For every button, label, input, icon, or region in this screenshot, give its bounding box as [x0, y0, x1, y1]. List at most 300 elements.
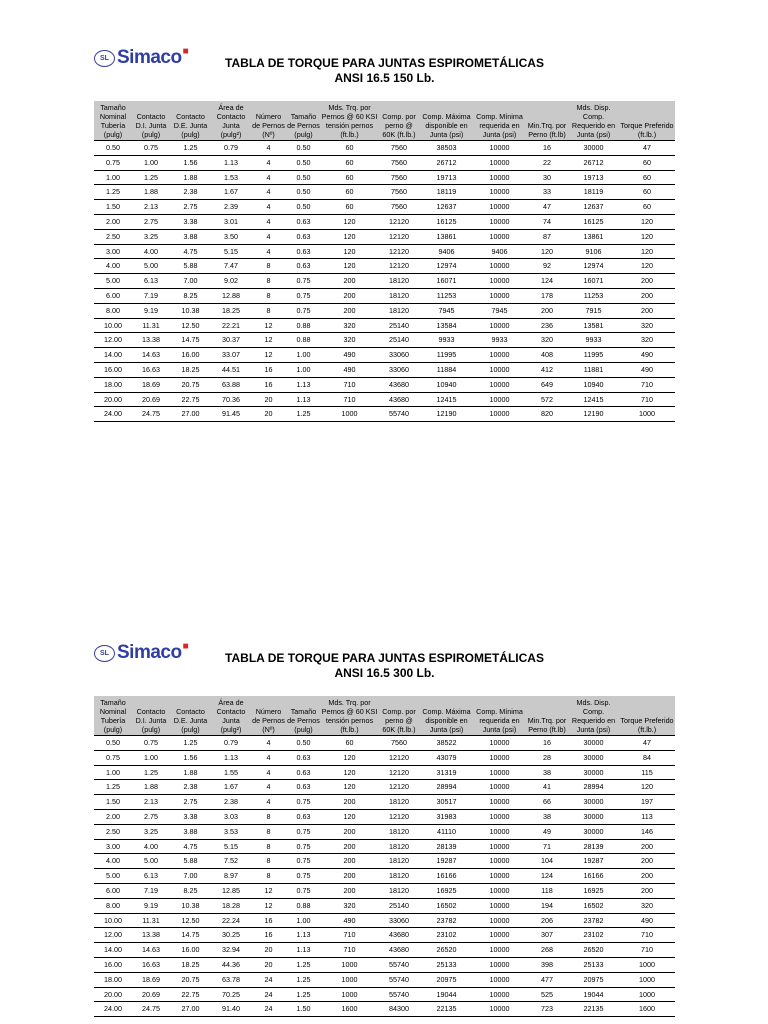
table-cell: 8 [251, 809, 286, 824]
table-cell: 60 [321, 200, 378, 215]
table-cell: 0.63 [286, 765, 321, 780]
table-cell: 1.25 [170, 736, 211, 751]
column-header: Contacto D.I. Junta (pulg) [132, 696, 170, 736]
table-cell: 30000 [568, 809, 619, 824]
table-cell: 200 [619, 288, 675, 303]
table-cell: 60 [619, 155, 675, 170]
table-cell: 1.13 [286, 392, 321, 407]
table-cell: 0.79 [211, 736, 251, 751]
table-cell: 1.67 [211, 780, 251, 795]
table-cell: 30000 [568, 824, 619, 839]
table-cell: 12.00 [94, 928, 132, 943]
table-cell: 490 [321, 362, 378, 377]
table-cell: 0.75 [286, 869, 321, 884]
table-cell: 8 [251, 854, 286, 869]
table-cell: 10000 [473, 883, 526, 898]
table-cell: 320 [321, 333, 378, 348]
table-row [94, 244, 675, 259]
table-cell: 31319 [420, 765, 473, 780]
table-cell: 32.94 [211, 943, 251, 958]
table-cell: 200 [321, 795, 378, 810]
table-cell: 12974 [568, 259, 619, 274]
table-cell: 1000 [619, 957, 675, 972]
table-cell: 10000 [473, 141, 526, 156]
table-cell: 200 [619, 303, 675, 318]
table-cell: 120 [619, 244, 675, 259]
table-cell: 14.63 [132, 943, 170, 958]
table-cell: 1600 [619, 1002, 675, 1017]
table-row [94, 407, 675, 422]
table-row [94, 348, 675, 363]
table-cell: 66 [526, 795, 568, 810]
table-cell: 124 [526, 274, 568, 289]
table-cell: 13861 [420, 229, 473, 244]
table-cell: 43680 [378, 928, 420, 943]
table-cell: 27.00 [170, 407, 211, 422]
table-cell: 33.07 [211, 348, 251, 363]
table-cell: 12120 [378, 229, 420, 244]
table-cell: 20.75 [170, 972, 211, 987]
table-cell: 1.88 [170, 765, 211, 780]
table-cell: 22.21 [211, 318, 251, 333]
table-cell: 10.38 [170, 898, 211, 913]
table-cell: 10000 [473, 407, 526, 422]
table-cell: 2.38 [170, 780, 211, 795]
table-cell: 16.00 [170, 348, 211, 363]
table-cell: 0.50 [286, 200, 321, 215]
table-row [94, 943, 675, 958]
table-cell: 18120 [378, 854, 420, 869]
table-cell: 41110 [420, 824, 473, 839]
table-cell: 55740 [378, 407, 420, 422]
table-cell: 120 [619, 214, 675, 229]
table-cell: 1.67 [211, 185, 251, 200]
table-cell: 10.00 [94, 913, 132, 928]
table-cell: 1.00 [94, 765, 132, 780]
table-row [94, 274, 675, 289]
table-cell: 320 [321, 898, 378, 913]
table-cell: 4 [251, 736, 286, 751]
table-cell: 16071 [420, 274, 473, 289]
table-cell: 4.00 [94, 854, 132, 869]
table-cell: 10000 [473, 348, 526, 363]
table-cell: 8.97 [211, 869, 251, 884]
table-cell: 10000 [473, 972, 526, 987]
table-cell: 10940 [568, 377, 619, 392]
table-cell: 268 [526, 943, 568, 958]
column-header: Tamaño de Pernos (pulg) [286, 101, 321, 141]
table-cell: 1.25 [170, 141, 211, 156]
table-cell: 10.00 [94, 318, 132, 333]
table-cell: 8.25 [170, 288, 211, 303]
table-cell: 1.25 [286, 957, 321, 972]
table-cell: 8.00 [94, 898, 132, 913]
table-cell: 194 [526, 898, 568, 913]
table-cell: 20975 [568, 972, 619, 987]
table-cell: 2.75 [132, 214, 170, 229]
table-cell: 3.88 [170, 824, 211, 839]
table-cell: 120 [321, 780, 378, 795]
table-cell: 8 [251, 259, 286, 274]
table-cell: 27.00 [170, 1002, 211, 1017]
table-cell: 1000 [321, 407, 378, 422]
table-cell: 30000 [568, 750, 619, 765]
table-cell: 43680 [378, 392, 420, 407]
table-cell: 16925 [420, 883, 473, 898]
table-cell: 6.13 [132, 274, 170, 289]
table-cell: 0.50 [286, 141, 321, 156]
table-row [94, 141, 675, 156]
table-cell: 7.47 [211, 259, 251, 274]
table-cell: 1.00 [94, 170, 132, 185]
table-cell: 10000 [473, 987, 526, 1002]
table-cell: 8 [251, 824, 286, 839]
table-cell: 16166 [420, 869, 473, 884]
table-cell: 16125 [568, 214, 619, 229]
table-cell: 9933 [568, 333, 619, 348]
table-cell: 25140 [378, 318, 420, 333]
table-cell: 8.00 [94, 303, 132, 318]
table-cell: 710 [619, 943, 675, 958]
table-cell: 18120 [378, 839, 420, 854]
table-cell: 12190 [420, 407, 473, 422]
column-header: Torque Preferido (ft.lb.) [619, 696, 675, 736]
table-cell: 5.15 [211, 839, 251, 854]
header-row [94, 101, 675, 141]
column-header: Mds. Trq. por Pernos @ 60 KSI tensión pernos (ft.lb.) [321, 698, 378, 734]
table-cell: 18120 [378, 274, 420, 289]
table-cell: 2.50 [94, 229, 132, 244]
table-cell: 25133 [568, 957, 619, 972]
table-cell: 12.50 [170, 913, 211, 928]
table-cell: 71 [526, 839, 568, 854]
table-cell: 490 [619, 913, 675, 928]
table-cell: 2.13 [132, 795, 170, 810]
table-cell: 26712 [568, 155, 619, 170]
table-cell: 4.00 [94, 259, 132, 274]
table-cell: 10000 [473, 824, 526, 839]
table-cell: 18.25 [211, 303, 251, 318]
table-cell: 3.50 [211, 229, 251, 244]
table-cell: 33 [526, 185, 568, 200]
table-cell: 55740 [378, 972, 420, 987]
table-cell: 16.00 [170, 943, 211, 958]
column-header: Número de Pernos (Nº) [251, 101, 286, 141]
table-cell: 41 [526, 780, 568, 795]
table-cell: 8 [251, 274, 286, 289]
table-cell: 16 [526, 736, 568, 751]
table-cell: 84300 [378, 1002, 420, 1017]
table-cell: 1.50 [286, 1002, 321, 1017]
table-title [94, 651, 675, 681]
table-cell: 1.00 [286, 348, 321, 363]
table-cell: 18.28 [211, 898, 251, 913]
title-line-2: ANSI 16.5 300 Lb. [334, 666, 435, 680]
table-cell: 1000 [321, 957, 378, 972]
table-cell: 12974 [420, 259, 473, 274]
table-cell: 13581 [568, 318, 619, 333]
table-cell: 11.31 [132, 913, 170, 928]
table-cell: 30000 [568, 736, 619, 751]
table-cell: 24.75 [132, 1002, 170, 1017]
table-cell: 28994 [420, 780, 473, 795]
table-row [94, 392, 675, 407]
table-cell: 10000 [473, 750, 526, 765]
column-header: Tamaño Nominal Tubería (pulg) [94, 101, 132, 141]
table-cell: 120 [619, 229, 675, 244]
table-cell: 24.75 [132, 407, 170, 422]
table-cell: 6.00 [94, 883, 132, 898]
table-cell: 200 [321, 854, 378, 869]
table-cell: 28139 [420, 839, 473, 854]
column-header: Área de Contacto Junta (pulg²) [211, 696, 251, 736]
table-cell: 10000 [473, 913, 526, 928]
table-cell: 2.39 [211, 200, 251, 215]
table-cell: 4 [251, 155, 286, 170]
table-cell: 2.00 [94, 809, 132, 824]
table-cell: 4 [251, 214, 286, 229]
table-cell: 1000 [619, 972, 675, 987]
table-cell: 4 [251, 200, 286, 215]
table-cell: 3.01 [211, 214, 251, 229]
table-cell: 10.38 [170, 303, 211, 318]
table-cell: 7.19 [132, 288, 170, 303]
column-header: Comp. por perno @ 60K (ft.lb.) [378, 696, 420, 736]
table-cell: 10000 [473, 377, 526, 392]
table-cell: 7560 [378, 736, 420, 751]
table-cell: 13584 [420, 318, 473, 333]
table-row [94, 303, 675, 318]
logo-circle: SL [94, 645, 115, 662]
table-cell: 0.50 [94, 141, 132, 156]
table-cell: 5.88 [170, 854, 211, 869]
table-cell: 320 [526, 333, 568, 348]
table-cell: 5.00 [94, 274, 132, 289]
table-cell: 710 [619, 928, 675, 943]
table-row [94, 288, 675, 303]
table-cell: 25140 [378, 333, 420, 348]
table-cell: 49 [526, 824, 568, 839]
table-row [94, 839, 675, 854]
table-cell: 74 [526, 214, 568, 229]
table-cell: 11253 [420, 288, 473, 303]
table-row [94, 780, 675, 795]
table-cell: 18120 [378, 288, 420, 303]
table-cell: 0.75 [286, 288, 321, 303]
table-cell: 18120 [378, 824, 420, 839]
table-cell: 1000 [619, 987, 675, 1002]
table-row [94, 898, 675, 913]
table-cell: 16.63 [132, 957, 170, 972]
table-cell: 1.53 [211, 170, 251, 185]
table-cell: 12 [251, 333, 286, 348]
table-cell: 60 [619, 185, 675, 200]
table-cell: 4.00 [132, 244, 170, 259]
table-cell: 30000 [568, 795, 619, 810]
column-header: Mds. Disp. Comp. Requerido en Junta (psi) [568, 101, 619, 141]
table-cell: 120 [321, 214, 378, 229]
logo-mark-icon: ■ [182, 45, 189, 57]
table-cell: 320 [619, 318, 675, 333]
table-cell: 10000 [473, 362, 526, 377]
column-header: Min.Trq. por Perno (ft.lb) [526, 101, 568, 141]
table-cell: 1.55 [211, 765, 251, 780]
column-header: Mds. Disp. Comp. Requerido en Junta (psi) [568, 696, 619, 736]
table-cell: 1000 [321, 987, 378, 1002]
table-cell: 120 [321, 259, 378, 274]
table-cell: 3.03 [211, 809, 251, 824]
table-cell: 70.25 [211, 987, 251, 1002]
table-cell: 22 [526, 155, 568, 170]
table-cell: 16.63 [132, 362, 170, 377]
table-cell: 18.25 [170, 957, 211, 972]
table-cell: 1.25 [286, 987, 321, 1002]
logo-circle: SL [94, 50, 115, 67]
table-cell: 5.00 [94, 869, 132, 884]
table-cell: 7.00 [170, 274, 211, 289]
table-cell: 0.50 [286, 736, 321, 751]
table-cell: 91.45 [211, 407, 251, 422]
table-cell: 320 [321, 318, 378, 333]
table-cell: 63.78 [211, 972, 251, 987]
table-cell: 1.13 [211, 155, 251, 170]
table-cell: 113 [619, 809, 675, 824]
table-cell: 22.75 [170, 987, 211, 1002]
table-cell: 20975 [420, 972, 473, 987]
table-cell: 14.63 [132, 348, 170, 363]
table-cell: 30000 [568, 765, 619, 780]
table-cell: 43680 [378, 943, 420, 958]
table-cell: 3.25 [132, 824, 170, 839]
table-cell: 16166 [568, 869, 619, 884]
table-cell: 10000 [473, 928, 526, 943]
table-cell: 10000 [473, 809, 526, 824]
table-cell: 38522 [420, 736, 473, 751]
header-row [94, 696, 675, 736]
table-row [94, 259, 675, 274]
title-line-1: TABLA DE TORQUE PARA JUNTAS ESPIROMETÁLICAS [225, 56, 544, 70]
table-cell: 18.69 [132, 972, 170, 987]
table-cell: 4 [251, 795, 286, 810]
table-row [94, 928, 675, 943]
table-cell: 12120 [378, 259, 420, 274]
table-cell: 649 [526, 377, 568, 392]
table-cell: 4 [251, 141, 286, 156]
table-row [94, 913, 675, 928]
table-row [94, 795, 675, 810]
column-header: Comp. Mínima requerida en Junta (psi) [473, 696, 526, 736]
column-header: Área de Contacto Junta (pulg²) [211, 101, 251, 141]
table-cell: 0.88 [286, 318, 321, 333]
table-cell: 16 [251, 362, 286, 377]
table-row [94, 318, 675, 333]
table-cell: 18.69 [132, 377, 170, 392]
table-cell: 398 [526, 957, 568, 972]
table-cell: 11253 [568, 288, 619, 303]
table-cell: 38 [526, 809, 568, 824]
table-cell: 12120 [378, 765, 420, 780]
table-cell: 9406 [473, 244, 526, 259]
column-header: Número de Pernos (Nº) [251, 696, 286, 736]
table-cell: 55740 [378, 987, 420, 1002]
table-cell: 710 [321, 392, 378, 407]
table-cell: 0.63 [286, 750, 321, 765]
table-cell: 200 [321, 824, 378, 839]
table-cell: 10000 [473, 155, 526, 170]
table-cell: 18.00 [94, 377, 132, 392]
table-cell: 43079 [420, 750, 473, 765]
table-cell: 1.88 [170, 170, 211, 185]
table-cell: 12120 [378, 214, 420, 229]
table-cell: 1.88 [132, 185, 170, 200]
table-cell: 118 [526, 883, 568, 898]
table-cell: 10000 [473, 185, 526, 200]
table-cell: 1.13 [211, 750, 251, 765]
column-header: Tamaño Nominal Tubería (pulg) [94, 696, 132, 736]
table-cell: 16071 [568, 274, 619, 289]
table-cell: 10000 [473, 392, 526, 407]
table-cell: 5.00 [132, 854, 170, 869]
table-cell: 2.75 [170, 795, 211, 810]
table-cell: 10000 [473, 1002, 526, 1017]
table-cell: 1.00 [132, 155, 170, 170]
table-cell: 5.88 [170, 259, 211, 274]
table-cell: 1.50 [94, 795, 132, 810]
table-row [94, 214, 675, 229]
table-cell: 0.75 [286, 839, 321, 854]
table-cell: 1.25 [286, 407, 321, 422]
table-cell: 0.75 [94, 750, 132, 765]
table-cell: 10000 [473, 288, 526, 303]
column-header: Comp. por perno @ 60K (ft.lb.) [378, 101, 420, 141]
table-cell: 22.75 [170, 392, 211, 407]
table-cell: 38503 [420, 141, 473, 156]
table-cell: 236 [526, 318, 568, 333]
table-row [94, 809, 675, 824]
table-cell: 14.00 [94, 943, 132, 958]
table-cell: 200 [321, 839, 378, 854]
table-cell: 6.13 [132, 869, 170, 884]
table-cell: 20.69 [132, 392, 170, 407]
table-cell: 1.88 [132, 780, 170, 795]
table-cell: 12415 [568, 392, 619, 407]
table-cell: 1.56 [170, 155, 211, 170]
table-cell: 23102 [420, 928, 473, 943]
table-cell: 12 [251, 898, 286, 913]
table-cell: 320 [619, 898, 675, 913]
table-row [94, 1002, 675, 1017]
table-cell: 18120 [378, 303, 420, 318]
table-cell: 7560 [378, 141, 420, 156]
column-header: Comp. Mínima requerida en Junta (psi) [473, 101, 526, 141]
table-cell: 55740 [378, 957, 420, 972]
table-cell: 0.50 [286, 155, 321, 170]
table-cell: 30000 [568, 141, 619, 156]
table-cell: 1.00 [286, 362, 321, 377]
table-cell: 10000 [473, 957, 526, 972]
table-cell: 490 [619, 348, 675, 363]
table-cell: 30.37 [211, 333, 251, 348]
logo-word: Simaco [117, 47, 182, 68]
table-cell: 206 [526, 913, 568, 928]
column-header: Mds. Trq. por Pernos @ 60 KSI tensión pernos (ft.lb.) [321, 103, 378, 139]
table-cell: 19713 [420, 170, 473, 185]
table-cell: 0.63 [286, 229, 321, 244]
table-cell: 60 [321, 736, 378, 751]
table-cell: 104 [526, 854, 568, 869]
table-cell: 0.75 [132, 736, 170, 751]
table-row [94, 750, 675, 765]
